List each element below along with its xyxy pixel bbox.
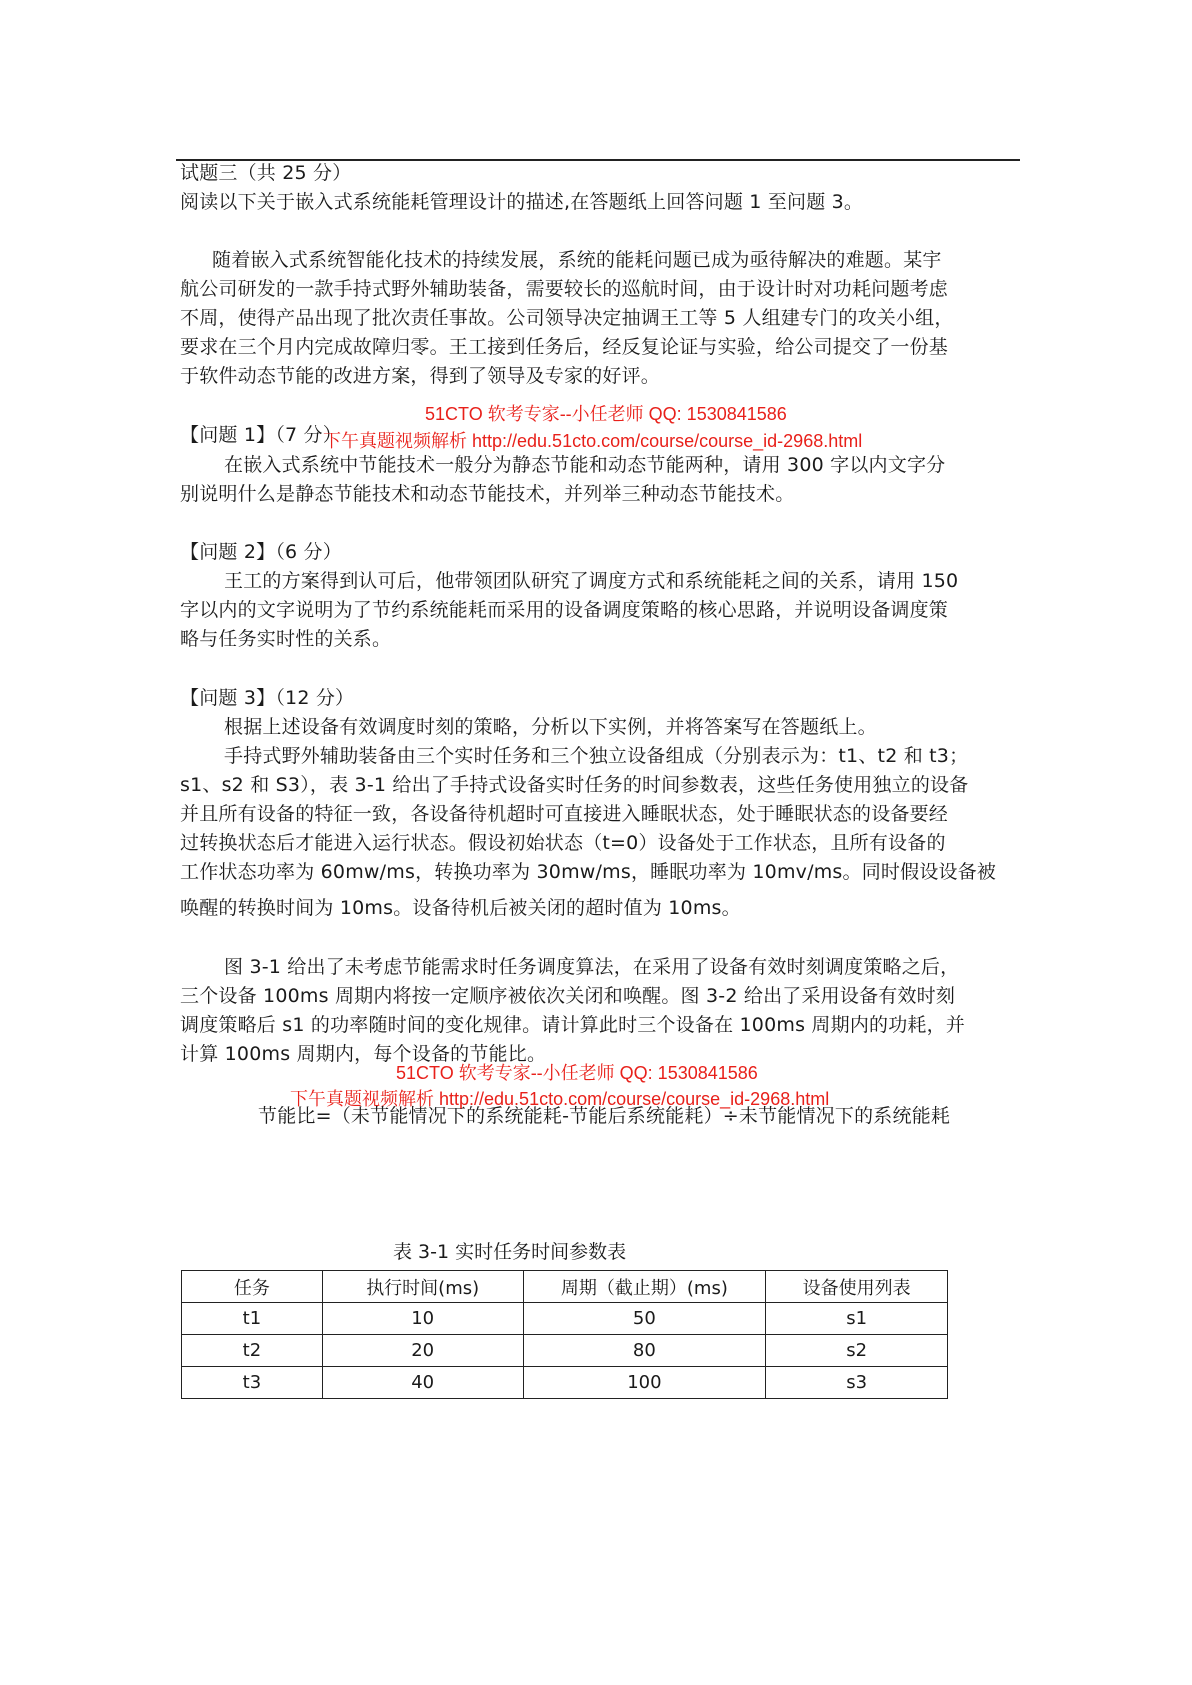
table-cell: 20 (322, 1335, 523, 1367)
watermark-line-1: 51CTO 软考专家--小任老师 QQ: 1530841586 (425, 404, 787, 424)
question-3-body: 手持式野外辅助装备由三个实时任务和三个独立设备组成（分别表示为：t1、t2 和 t3； (224, 745, 969, 767)
question-3-body: 唤醒的转换时间为 10ms。设备待机后被关闭的超时值为 10ms。 (180, 897, 741, 919)
intro-line: 要求在三个月内完成故障归零。王工接到任务后，经反复论证与实验，给公司提交了一份基 (180, 336, 949, 358)
question-3-body: 图 3-1 给出了未考虑节能需求时任务调度算法，在采用了设备有效时刻调度策略之后， (224, 956, 960, 978)
table-cell: s3 (766, 1367, 948, 1399)
question-2-body: 字以内的文字说明为了节约系统能耗而采用的设备调度策略的核心思路，并说明设备调度策 (180, 599, 949, 621)
table-header-cell: 设备使用列表 (766, 1271, 948, 1303)
question-1-body: 在嵌入式系统中节能技术一般分为静态节能和动态节能两种，请用 300 字以内文字分 (224, 454, 946, 476)
watermark-line-2: 下午真题视频解析 http://edu.51cto.com/course/course_id-2968.html (290, 1089, 830, 1109)
watermark-line-1: 51CTO 软考专家--小任老师 QQ: 1530841586 (396, 1063, 758, 1083)
intro-line: 随着嵌入式系统智能化技术的持续发展，系统的能耗问题已成为亟待解决的难题。某宇 (212, 249, 942, 271)
question-1-title: 【问题 1】（7 分） (180, 424, 342, 446)
table-cell: s1 (766, 1303, 948, 1335)
table-header-cell: 周期（截止期）(ms) (523, 1271, 766, 1303)
table-cell: 100 (523, 1367, 766, 1399)
question-3-body: 调度策略后 s1 的功率随时间的变化规律。请计算此时三个设备在 100ms 周期内的功耗，并 (180, 1014, 966, 1036)
table-cell: 80 (523, 1335, 766, 1367)
question-2-title: 【问题 2】（6 分） (180, 541, 342, 563)
intro-line: 航公司研发的一款手持式野外辅助装备，需要较长的巡航时间，由于设计时对功耗问题考虑 (180, 278, 949, 300)
intro-line: 不周，使得产品出现了批次责任事故。公司领导决定抽调王工等 5 人组建专门的攻关小组， (180, 307, 954, 329)
question-2-body: 略与任务实时性的关系。 (180, 628, 392, 650)
table-row (182, 1303, 948, 1335)
table-cell: s2 (766, 1335, 948, 1367)
intro-line: 于软件动态节能的改进方案，得到了领导及专家的好评。 (180, 365, 661, 387)
question-3-body: 根据上述设备有效调度时刻的策略，分析以下实例，并将答案写在答题纸上。 (224, 716, 877, 738)
table-cell: t2 (182, 1335, 323, 1367)
question-3-body: 三个设备 100ms 周期内将按一定顺序被依次关闭和唤醒。图 3-2 给出了采用设备有效时刻 (180, 985, 956, 1007)
instruction: 阅读以下关于嵌入式系统能耗管理设计的描述,在答题纸上回答问题 1 至问题 3。 (180, 191, 864, 213)
table-cell: 10 (322, 1303, 523, 1335)
question-3-body: 计算 100ms 周期内，每个设备的节能比。 (180, 1043, 547, 1065)
table-cell: t3 (182, 1367, 323, 1399)
table-header-cell: 执行时间(ms) (322, 1271, 523, 1303)
energy-ratio-formula: 节能比=（未节能情况下的系统能耗-节能后系统能耗）÷未节能情况下的系统能耗 (258, 1105, 951, 1127)
table-row (182, 1335, 948, 1367)
question-3-body: 并且所有设备的特征一致，各设备待机超时可直接进入睡眠状态，处于睡眠状态的设备要经 (180, 803, 949, 825)
table-caption: 表 3-1 实时任务时间参数表 (393, 1241, 627, 1263)
table-row (182, 1367, 948, 1399)
exam-heading: 试题三（共 25 分） (180, 162, 352, 184)
table-cell: t1 (182, 1303, 323, 1335)
question-1-body: 别说明什么是静态节能技术和动态节能技术，并列举三种动态节能技术。 (180, 483, 795, 505)
question-3-title: 【问题 3】（12 分） (180, 687, 355, 709)
task-parameter-table (181, 1270, 948, 1399)
question-2-body: 王工的方案得到认可后，他带领团队研究了调度方式和系统能耗之间的关系，请用 150 (224, 570, 959, 592)
table-cell: 40 (322, 1367, 523, 1399)
table-header-row (182, 1271, 948, 1303)
watermark-line-2: 下午真题视频解析 http://edu.51cto.com/course/course_id-2968.html (323, 431, 863, 451)
question-3-body: s1、s2 和 S3），表 3-1 给出了手持式设备实时任务的时间参数表，这些任务使用独立的设备 (180, 774, 969, 796)
table-cell: 50 (523, 1303, 766, 1335)
question-3-body: 工作状态功率为 60mw/ms，转换功率为 30mw/ms，睡眠功率为 10mv/ms。同时假设设备被 (180, 861, 997, 883)
question-3-body: 过转换状态后才能进入运行状态。假设初始状态（t=0）设备处于工作状态，且所有设备的 (180, 832, 946, 854)
table-header-cell: 任务 (182, 1271, 323, 1303)
